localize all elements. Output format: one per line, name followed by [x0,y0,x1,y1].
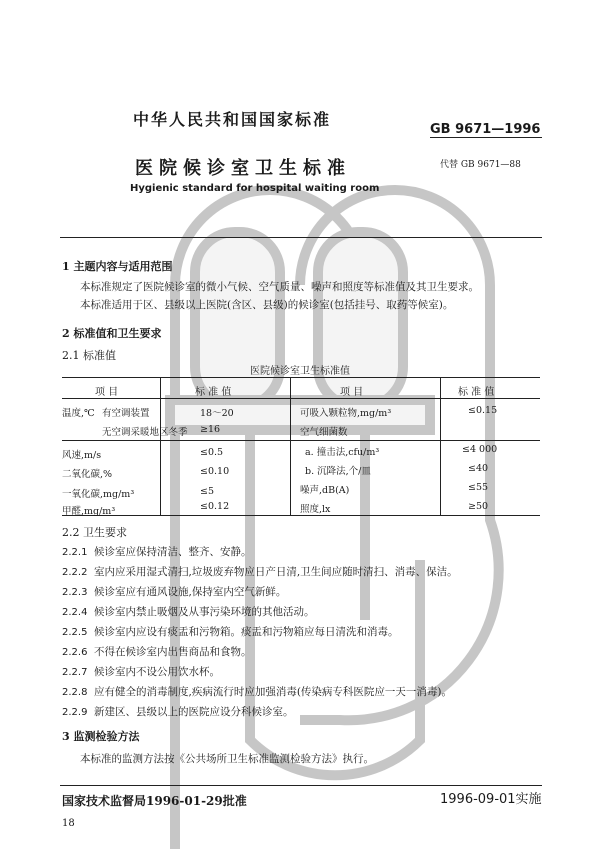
subsection-2-1-heading: 2.1 标准值 [62,349,116,362]
english-title: Hygienic standard for hospital waiting room [130,183,380,194]
table-header-value-right: 标 准 值 [458,387,495,398]
section-1-para-2: 本标准适用于区、县级以上医院(含区、县级)的候诊室(包括挂号、取药等候室)。 [80,299,454,311]
table-header-value-left: 标 准 值 [195,387,232,398]
list-item [62,684,452,699]
table-header-item-right: 项 目 [340,387,364,398]
table-cell: 可吸入颗粒物,mg/m³ [300,408,392,419]
approval-date: 国家技术监督局1996-01-29批准 [62,794,247,808]
table-cell: ≤0.10 [200,466,230,477]
table-row-rule [62,440,540,441]
table-cell: 无空调采暖地区冬季 [102,427,188,438]
list-item-text: 新建区、县级以上的医院应设分科候诊室。 [94,706,294,718]
table-cell: ≤40 [468,463,489,474]
table-top-rule [62,377,540,378]
list-item-text: 候诊室应保持清洁、整齐、安静。 [94,546,252,558]
list-item-number: 2.2.8 [62,687,88,698]
list-item [62,544,252,559]
document-title: 医院候诊室卫生标准 [135,158,351,179]
footer-rule [60,785,542,786]
list-item [62,624,399,639]
table-cell: 一氧化碳,mg/m³ [62,489,135,500]
table-cell: 照度,lx [300,504,331,515]
replaces-note: 代替 GB 9671—88 [440,160,521,170]
list-item-text: 候诊室应有通风设施,保持室内空气新鲜。 [94,586,287,598]
table-cell: b. 沉降法,个/皿 [305,466,371,477]
table-cell: 18～20 [200,408,234,419]
table-cell: ≤0.12 [200,501,230,512]
table-cell: ≤5 [200,486,215,497]
list-item [62,704,294,719]
list-item-text: 应有健全的消毒制度,疾病流行时应加强消毒(传染病专科医院应一天一消毒)。 [94,686,453,698]
table-cell: 有空调装置 [102,408,150,419]
table-cell: a. 撞击法,cfu/m³ [305,447,380,458]
section-1-heading: 1 主题内容与适用范围 [62,260,173,273]
header-rule [430,137,542,138]
table-divider-1 [160,377,161,515]
list-item-number: 2.2.1 [62,547,88,558]
list-item [62,644,252,659]
section-2-heading: 2 标准值和卫生要求 [62,327,162,340]
table-cell: 温度,℃ [62,408,95,419]
table-cell: ≥50 [468,501,489,512]
list-item-number: 2.2.5 [62,627,88,638]
list-item-number: 2.2.9 [62,707,88,718]
table-header-rule [62,398,540,399]
list-item-text: 室内应采用湿式清扫,垃圾废弃物应日产日清,卫生间应随时清扫、消毒、保洁。 [94,566,458,578]
list-item-text: 候诊室内不设公用饮水杯。 [94,666,220,678]
section-1-para-1: 本标准规定了医院候诊室的微小气候、空气质量、噪声和照度等标准值及其卫生要求。 [80,281,479,293]
list-item-number: 2.2.4 [62,607,88,618]
table-cell: ≤55 [468,482,489,493]
table-divider-3 [440,377,441,515]
list-item-number: 2.2.3 [62,587,88,598]
table-cell: ≤0.5 [200,447,224,458]
list-item-number: 2.2.7 [62,667,88,678]
list-item [62,564,458,579]
section-3-heading: 3 监测检验方法 [62,730,140,743]
table-header-item-left: 项 目 [95,387,119,398]
list-item-text: 候诊室内应设有痰盂和污物箱。痰盂和污物箱应每日清洗和消毒。 [94,626,399,638]
section-3-para: 本标准的监测方法按《公共场所卫生标准监测检验方法》执行。 [80,753,374,765]
list-item-text: 候诊室内禁止吸烟及从事污染环境的其他活动。 [94,606,315,618]
standard-name: 中华人民共和国国家标准 [133,110,332,129]
table-bottom-rule [62,515,540,516]
list-item-text: 不得在候诊室内出售商品和食物。 [94,646,252,658]
title-rule [60,237,542,238]
list-item [62,664,220,679]
subsection-2-2-heading: 2.2 卫生要求 [62,526,127,539]
table-caption: 医院候诊室卫生标准值 [250,366,350,377]
table-divider-2 [290,377,291,515]
list-item-number: 2.2.6 [62,647,88,658]
list-item-number: 2.2.2 [62,567,88,578]
table-cell: 风速,m/s [62,450,102,461]
table-cell: ≥16 [200,424,221,435]
table-cell: 二氧化碳,% [62,469,113,480]
page-number: 18 [62,818,75,829]
list-item [62,604,315,619]
list-item [62,584,286,599]
table-cell: 空气细菌数 [300,427,348,438]
table-cell: 甲醛,mg/m³ [62,506,116,517]
standard-code: GB 9671—1996 [430,122,541,137]
table-cell: ≤4 000 [462,444,498,455]
table-cell: 噪声,dB(A) [300,485,350,496]
effective-date: 1996-09-01实施 [440,792,542,807]
table-cell: ≤0.15 [468,405,498,416]
